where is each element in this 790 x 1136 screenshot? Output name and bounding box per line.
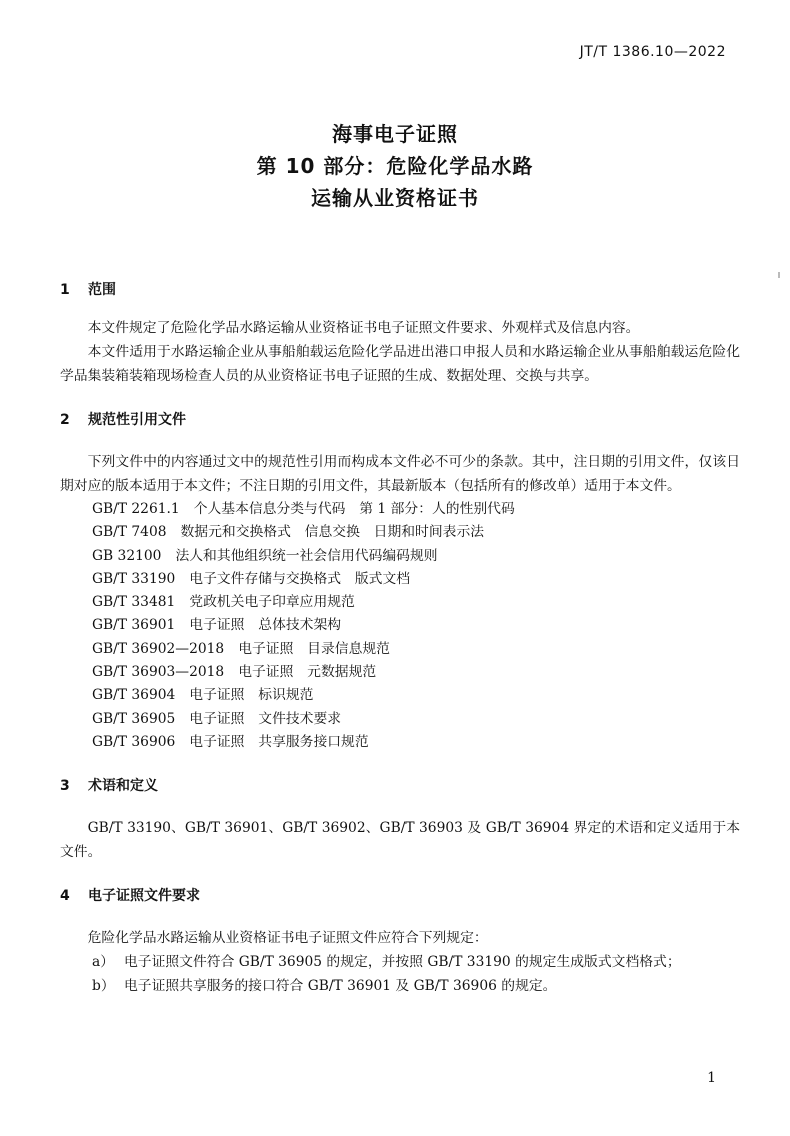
reference-code: GB/T 36901 [92,617,176,634]
title-line-2: 第 10 部分：危险化学品水路 [256,154,534,178]
section-title: 规范性引用文件 [88,412,186,428]
scope-paragraph-1: 本文件规定了危险化学品水路运输从业资格证书电子证照文件要求、外观样式及信息内容。 [87,320,640,336]
standard-number: JT/T 1386.10—2022 [579,44,726,60]
reference-code: GB/T 33190 [92,570,176,587]
reference-item [60,545,740,568]
reference-item [60,638,740,661]
reference-code: GB 32100 [92,547,162,564]
title-line-1: 海事电子证照 [332,122,458,146]
section-3-heading [60,776,740,796]
reference-title: 数据元和交换格式 信息交换 日期和时间表示法 [180,524,485,541]
item-marker: b） [92,978,115,995]
reference-item [60,568,740,591]
section-1-heading [60,280,740,300]
reference-code: GB/T 36902—2018 [92,640,225,657]
reference-title: 党政机关电子印章应用规范 [189,594,355,611]
reference-item [60,708,740,731]
reference-list [60,498,740,754]
reference-title: 电子证照 文件技术要求 [189,710,342,727]
section-number: 2 [60,412,70,428]
reference-code: GB/T 36906 [92,733,176,750]
scope-paragraph-2: 本文件适用于水路运输企业从事船舶载运危险化学品进出港口申报人员和水路运输企业从事船舶载运危险化学品集装箱装箱现场检查人员的从业资格证书电子证照的生成、数据处理、交换与共享。 [60,344,740,384]
reference-title: 电子证照 目录信息规范 [238,640,390,657]
terms-paragraph: GB/T 33190、GB/T 36901、GB/T 36902、GB/T 36903 及 GB/T 36904 界定的术语和定义适用于本文件。 [60,820,740,861]
reference-title: 电子证照 标识规范 [189,687,314,704]
reference-code: GB/T 36903—2018 [92,664,225,681]
item-marker: a） [92,954,115,971]
reference-code: GB/T 2261.1 [92,501,180,517]
reference-item [60,731,740,754]
requirements-intro: 危险化学品水路运输从业资格证书电子证照文件应符合下列规定： [87,930,488,947]
reference-code: GB/T 36905 [92,710,176,727]
reference-title: 电子文件存储与交换格式 版式文档 [189,570,411,587]
scan-mark [778,272,780,278]
reference-title: 电子证照 共享服务接口规范 [189,733,369,750]
reference-title: 电子证照 总体技术架构 [189,617,342,634]
reference-item [60,521,740,544]
item-text: 电子证照文件符合 GB/T 36905 的规定，并按照 GB/T 33190 的规定生成版式文档格式； [124,954,681,971]
reference-item [60,684,740,707]
reference-item [60,498,740,521]
document-body [60,280,740,998]
reference-item [60,591,740,614]
section-title: 术语和定义 [88,778,158,795]
reference-item [60,661,740,684]
item-text: 电子证照共享服务的接口符合 GB/T 36901 及 GB/T 36906 的规定。 [124,978,557,995]
page-number: 1 [707,1070,716,1086]
title-line-3: 运输从业资格证书 [311,186,479,210]
requirement-item [60,950,740,974]
reference-title: 电子证照 元数据规范 [238,664,377,681]
reference-title: 法人和其他组织统一社会信用代码编码规则 [175,547,438,564]
reference-item [60,614,740,637]
section-title: 电子证照文件要求 [88,888,200,905]
document-title [0,118,790,214]
section-title: 范围 [88,282,116,298]
reference-code: GB/T 36904 [92,687,176,704]
reference-code: GB/T 33481 [92,594,176,611]
reference-title: 个人基本信息分类与代码 第 1 部分：人的性别代码 [193,501,515,517]
section-number: 4 [60,888,70,905]
section-number: 3 [60,778,70,795]
section-4-heading [60,886,740,906]
requirement-item [60,974,740,998]
reference-code: GB/T 7408 [92,524,167,541]
section-number: 1 [60,282,70,298]
section-2-heading [60,410,740,430]
normative-references-intro: 下列文件中的内容通过文中的规范性引用而构成本文件必不可少的条款。其中，注日期的引用文件，仅该日期对应的版本适用于本文件；不注日期的引用文件，其最新版本（包括所有的修改单）适用于本文件。 [60,454,740,494]
